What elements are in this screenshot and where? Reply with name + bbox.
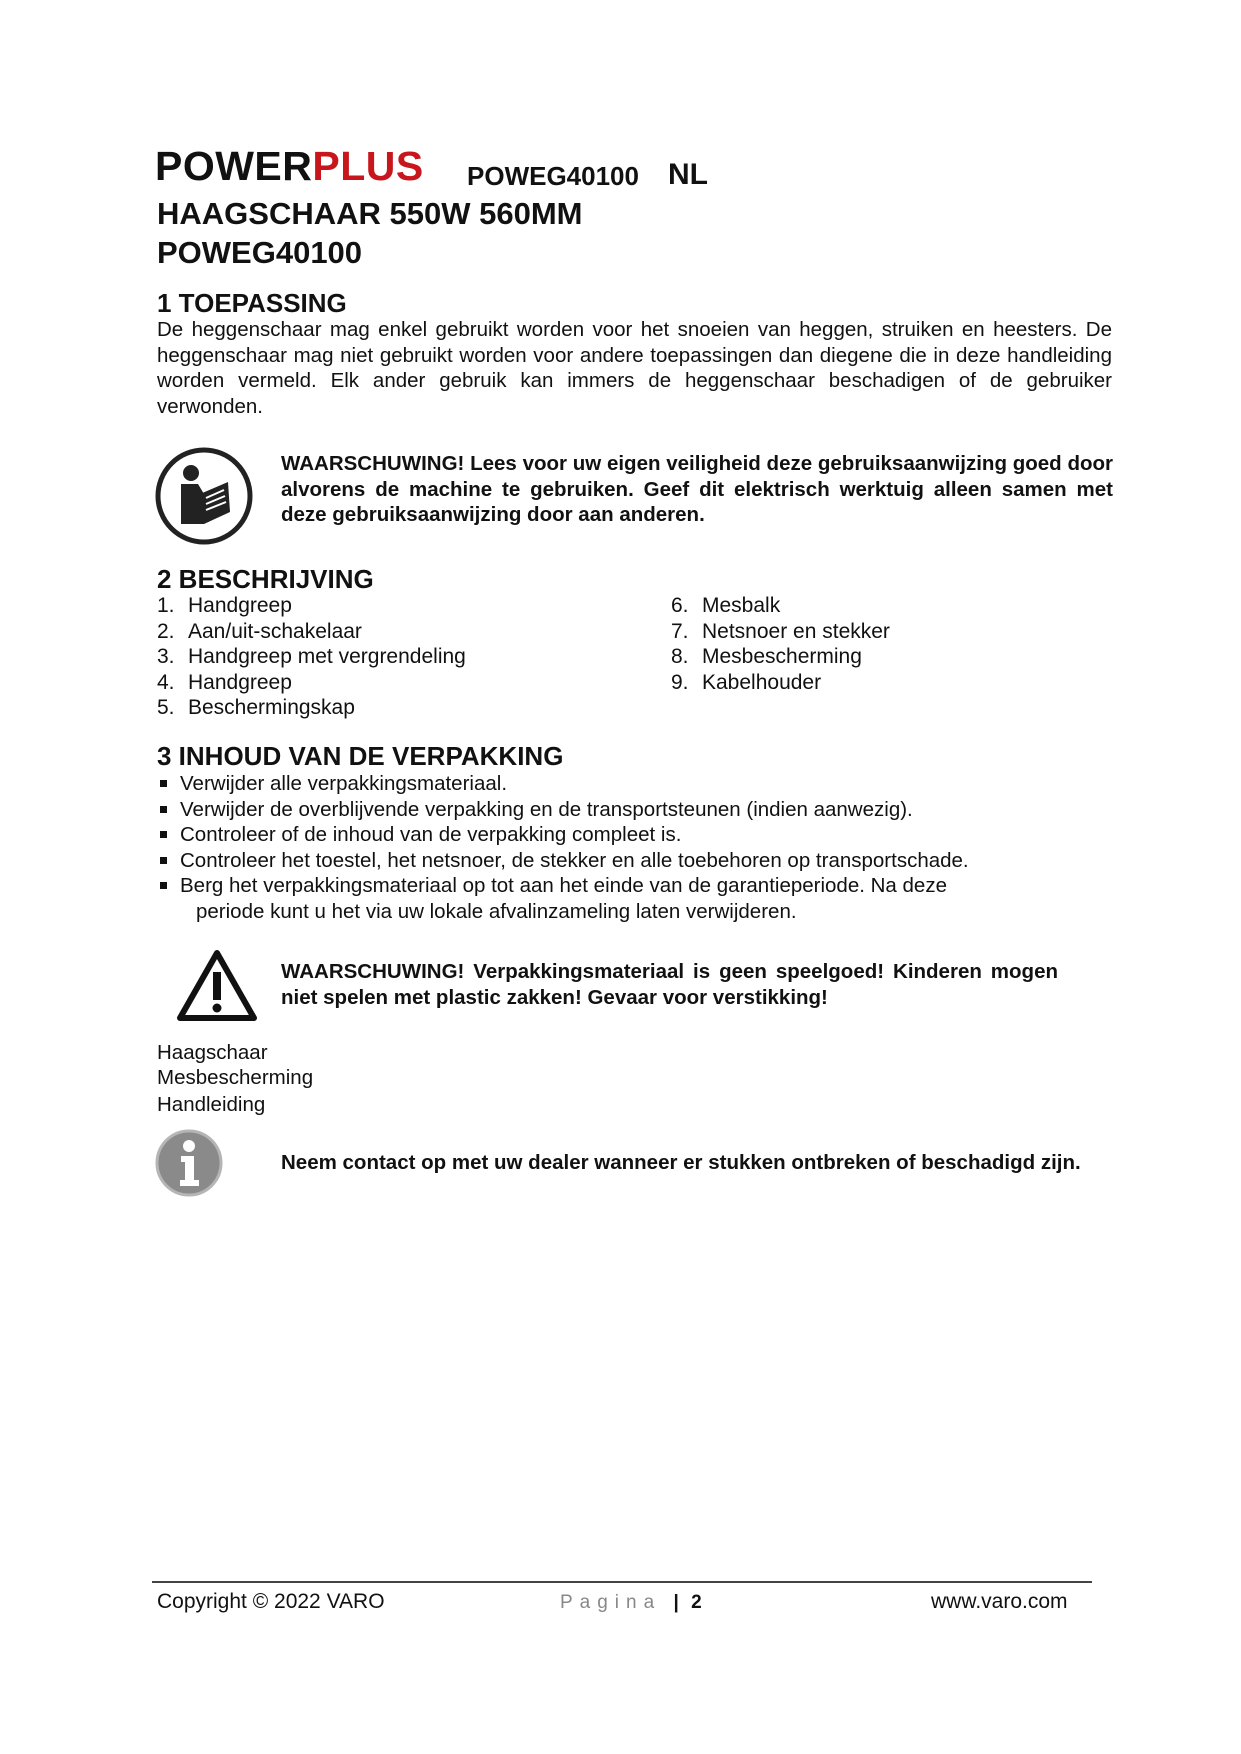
info-missing-parts: Neem contact op met uw dealer wanneer er stukken ontbreken of beschadigd zijn. [281, 1151, 1081, 1174]
list-item: 5. Beschermingskap [157, 696, 355, 719]
list-item: 9. Kabelhouder [671, 670, 822, 694]
list-item: Berg het verpakkingsmateriaal op tot aan het einde van de garantieperiode. Na deze periode kunt u het via uw lokale afvalinzameling laten verwijderen. [157, 873, 1117, 924]
brand-plus: PLUS [312, 143, 424, 189]
list-item: 7. Netsnoer en stekker [671, 619, 890, 643]
read-manual-icon [154, 446, 254, 546]
warning-packaging: WAARSCHUWING! Verpakkingsmateriaal is geen speelgoed! Kinderen mogen niet spelen met plastic zakken! Gevaar voor verstikking! [281, 960, 1058, 1009]
page-title: HAAGSCHAAR 550W 560MM [157, 196, 583, 231]
contents-item-haagschaar: Haagschaar [157, 1041, 268, 1064]
footer-page-indicator [560, 1592, 702, 1614]
list-item: Verwijder de overblijvende verpakking en de transportsteunen (indien aanwezig). [157, 797, 1117, 823]
page-subtitle-model: POWEG40100 [157, 235, 363, 270]
list-item: 4. Handgreep [157, 670, 292, 694]
contents-item-mesbescherming: Mesbescherming [157, 1066, 314, 1089]
list-item: Verwijder alle verpakkingsmateriaal. [157, 771, 1117, 797]
packaging-bullet-list [157, 771, 1117, 924]
warning-read-manual: WAARSCHUWING! Lees voor uw eigen veiligheid deze gebruiksaanwijzing goed door alvorens de machine te gebruiken. Geef dit elektrisch werktuig alleen samen met deze gebruiksaanwijzing door aan anderen. [281, 452, 1113, 526]
section-heading-toepassing: 1 TOEPASSING [157, 288, 347, 318]
brand-power: POWER [155, 143, 313, 189]
list-item: 2. Aan/uit-schakelaar [157, 619, 362, 643]
parts-list-left [157, 593, 466, 721]
info-icon [154, 1128, 224, 1198]
parts-list-right [671, 593, 890, 695]
page-label: Pagina [560, 1592, 662, 1613]
model-number-inline: POWEG40100 [467, 161, 639, 191]
brand-logo [155, 143, 424, 189]
section-text-toepassing: De heggenschaar mag enkel gebruikt worden voor het snoeien van heggen, struiken en heesters. De heggenschaar mag niet gebruikt worden voor andere toepassingen dan diegene die in deze handleiding worden vermeld. Elk ander gebruik kan immers de heggenschaar beschadigen of de gebruiker verwonden. [157, 318, 1112, 418]
list-item: Controleer of de inhoud van de verpakking compleet is. [157, 822, 1117, 848]
list-item: Controleer het toestel, het netsnoer, de stekker en alle toebehoren op transportschade. [157, 848, 1117, 874]
section-heading-beschrijving: 2 BESCHRIJVING [157, 564, 374, 594]
footer-url: www.varo.com [931, 1590, 1068, 1613]
list-item: 1. Handgreep [157, 594, 292, 617]
footer-divider [152, 1581, 1092, 1583]
language-code: NL [668, 158, 708, 191]
list-item: 3. Handgreep met vergrendeling [157, 645, 466, 668]
warning-triangle-icon [176, 948, 258, 1022]
section-heading-inhoud: 3 INHOUD VAN DE VERPAKKING [157, 741, 564, 771]
page-number: 2 [691, 1592, 702, 1613]
list-item: 6. Mesbalk [671, 594, 781, 617]
contents-item-handleiding: Handleiding [157, 1093, 266, 1116]
footer-copyright: Copyright © 2022 VARO [157, 1590, 385, 1613]
list-item: 8. Mesbescherming [671, 645, 862, 668]
page-separator: | [673, 1592, 679, 1613]
